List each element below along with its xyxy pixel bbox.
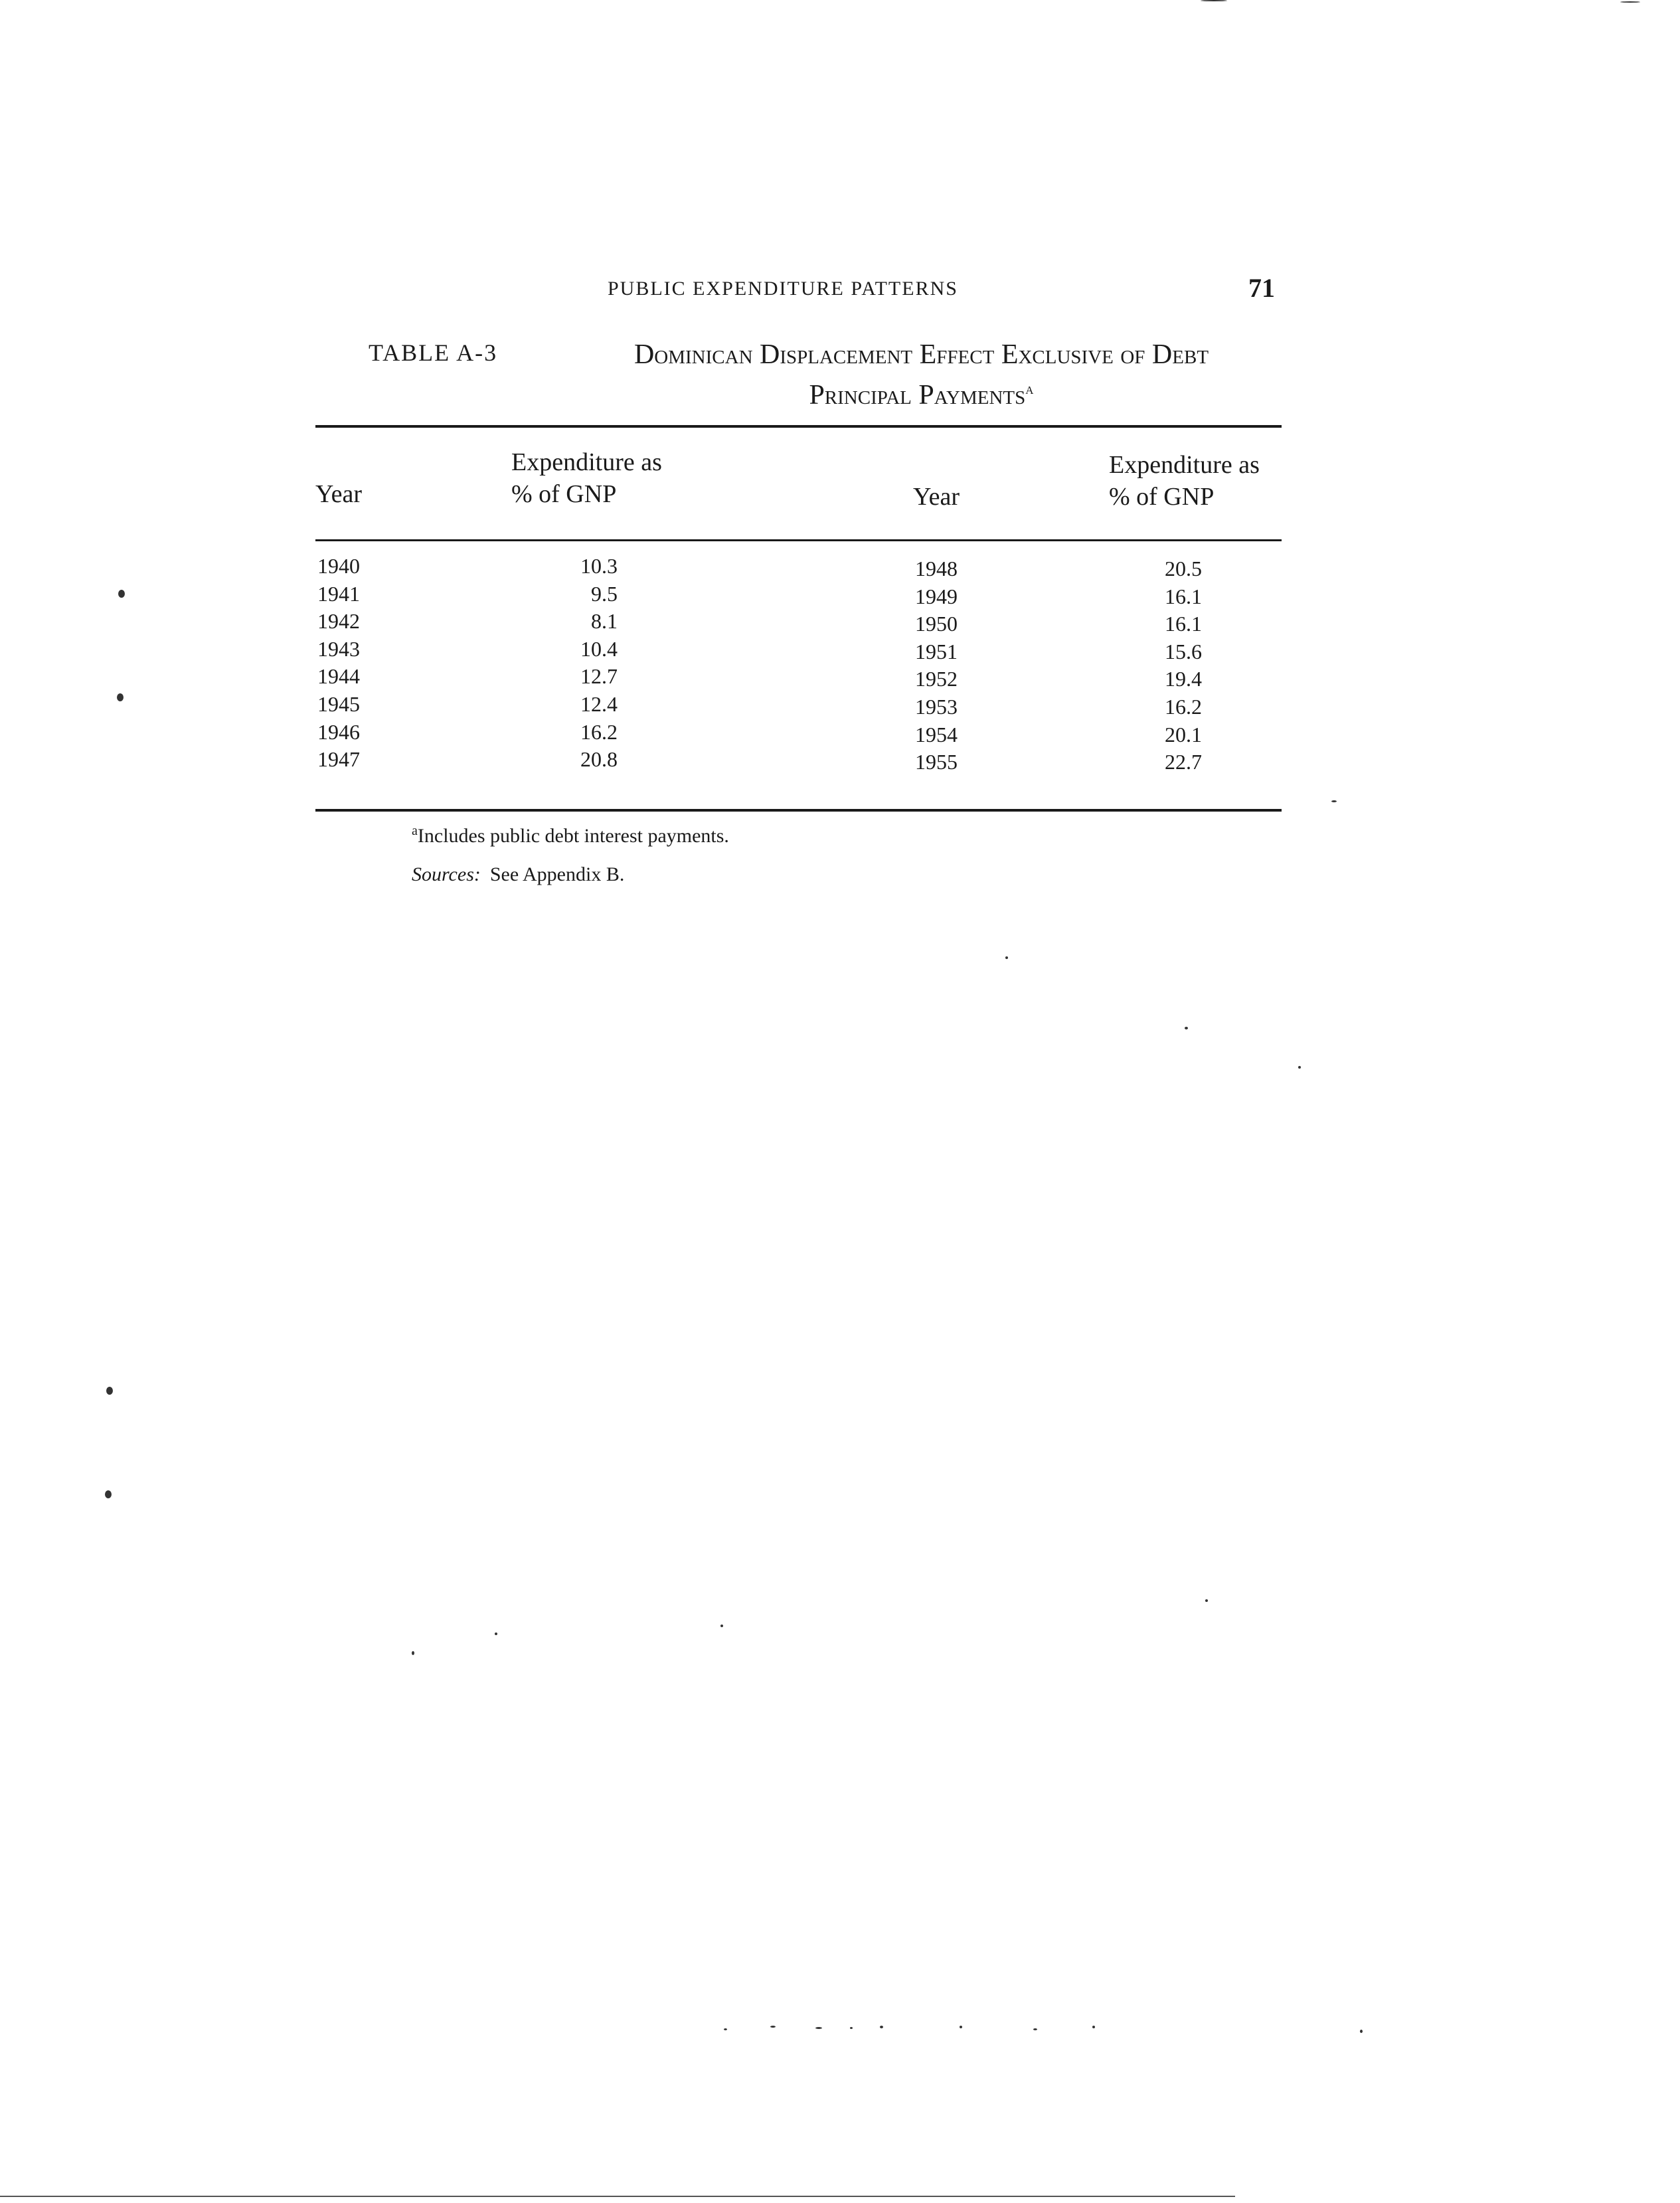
table-cell-value: 16.2 <box>1165 694 1202 719</box>
table-cell-value: 20.5 <box>1165 557 1202 580</box>
table-cell-value: 15.6 <box>1165 639 1202 663</box>
scan-speck <box>1005 956 1008 959</box>
table-cell-value: 22.7 <box>1165 750 1202 774</box>
table-cell-year: 1946 <box>317 719 360 744</box>
table-cell-value: 16.1 <box>1165 584 1202 608</box>
table-cell-year: 1950 <box>915 612 958 636</box>
table-cell-value: 10.4 <box>580 636 618 661</box>
footnote-marker: a <box>412 824 418 838</box>
table-cell-value: 12.7 <box>580 664 618 689</box>
table-title-line1: Dominican Displacement Effect Exclusive of Debt <box>633 339 1209 370</box>
column-header-expenditure-right-line1: Expenditure as <box>1109 451 1260 479</box>
table-cell-year: 1947 <box>317 747 360 772</box>
sources-label: Sources: <box>412 863 481 885</box>
table-cell-value: 12.4 <box>580 691 618 716</box>
table-cell-year: 1948 <box>915 557 958 580</box>
table-cell-year: 1951 <box>915 639 958 663</box>
table-cell-value: 10.3 <box>580 554 618 578</box>
table-cell-year: 1941 <box>317 581 360 606</box>
table-cell-year: 1955 <box>915 750 958 774</box>
title-note-marker: a <box>1025 381 1034 398</box>
running-head: PUBLIC EXPENDITURE PATTERNS <box>608 278 958 300</box>
column-header-year-left: Year <box>315 480 363 508</box>
scan-speck <box>118 590 125 598</box>
table-bottom-rule <box>315 809 1282 812</box>
sources-text: See Appendix B. <box>489 863 625 885</box>
column-header-year-right: Year <box>913 483 960 511</box>
table-top-rule <box>315 425 1282 428</box>
page-number: 71 <box>1248 273 1275 303</box>
table-cell-value: 8.1 <box>591 609 618 634</box>
scan-speck <box>720 1625 723 1627</box>
table-cell-value: 16.1 <box>1165 612 1202 636</box>
footnote-text: Includes public debt interest payments. <box>417 825 729 847</box>
table-title-line2 <box>561 372 1282 412</box>
scan-speck <box>495 1632 497 1635</box>
scan-speck <box>117 693 124 701</box>
scan-speck <box>1298 1066 1301 1069</box>
table-sources <box>412 863 624 886</box>
scan-speck <box>412 1651 414 1655</box>
table-cell-value: 16.2 <box>580 719 618 744</box>
scan-speck <box>105 1490 112 1498</box>
table-cell-year: 1940 <box>317 554 360 578</box>
table-title-line2-text: Principal Payments <box>809 380 1026 410</box>
table-header-rule <box>315 539 1282 541</box>
expenditure-column-right <box>1142 555 1202 776</box>
scan-speck <box>960 2026 962 2028</box>
scan-speck <box>1205 1599 1208 1602</box>
table-cell-value: 9.5 <box>591 581 618 606</box>
column-header-expenditure-right-line2: % of GNP <box>1109 483 1215 511</box>
table-title <box>561 337 1282 412</box>
table-footnote <box>412 824 729 847</box>
table-cell-year: 1942 <box>317 609 360 634</box>
scan-speck <box>106 1387 113 1395</box>
expenditure-column-left <box>531 553 618 774</box>
table-cell-year: 1945 <box>317 691 360 716</box>
scan-edge-line <box>0 2196 1235 2197</box>
scan-speck <box>1360 2030 1363 2033</box>
scan-speck <box>815 2027 822 2029</box>
column-header-expenditure-left-line2: % of GNP <box>511 480 617 508</box>
table-cell-value: 20.8 <box>580 747 618 772</box>
scan-speck <box>850 2027 853 2029</box>
table-cell-year: 1953 <box>915 694 958 719</box>
table-cell-value: 20.1 <box>1165 722 1202 747</box>
table-label: TABLE A-3 <box>369 339 498 366</box>
table-cell-year: 1949 <box>915 584 958 608</box>
column-header-expenditure-right <box>1109 449 1260 513</box>
scan-speck <box>1033 2028 1037 2030</box>
table-cell-year: 1954 <box>915 722 958 747</box>
scan-speck <box>1185 1027 1188 1029</box>
year-column-right <box>915 555 995 776</box>
table-cell-year: 1952 <box>915 667 958 691</box>
column-header-expenditure-left-line1: Expenditure as <box>511 448 662 476</box>
column-header-expenditure-left <box>511 446 662 510</box>
year-column-left <box>317 553 397 774</box>
table-cell-year: 1943 <box>317 636 360 661</box>
table-cell-year: 1944 <box>317 664 360 689</box>
scan-speck <box>770 2026 776 2028</box>
table-cell-value: 19.4 <box>1165 667 1202 691</box>
scan-speck <box>1620 1 1640 3</box>
scan-speck <box>880 2026 883 2028</box>
scan-speck <box>724 2028 727 2030</box>
scan-speck <box>1092 2026 1095 2028</box>
scan-speck <box>1201 0 1227 1</box>
scan-speck <box>1331 800 1337 802</box>
